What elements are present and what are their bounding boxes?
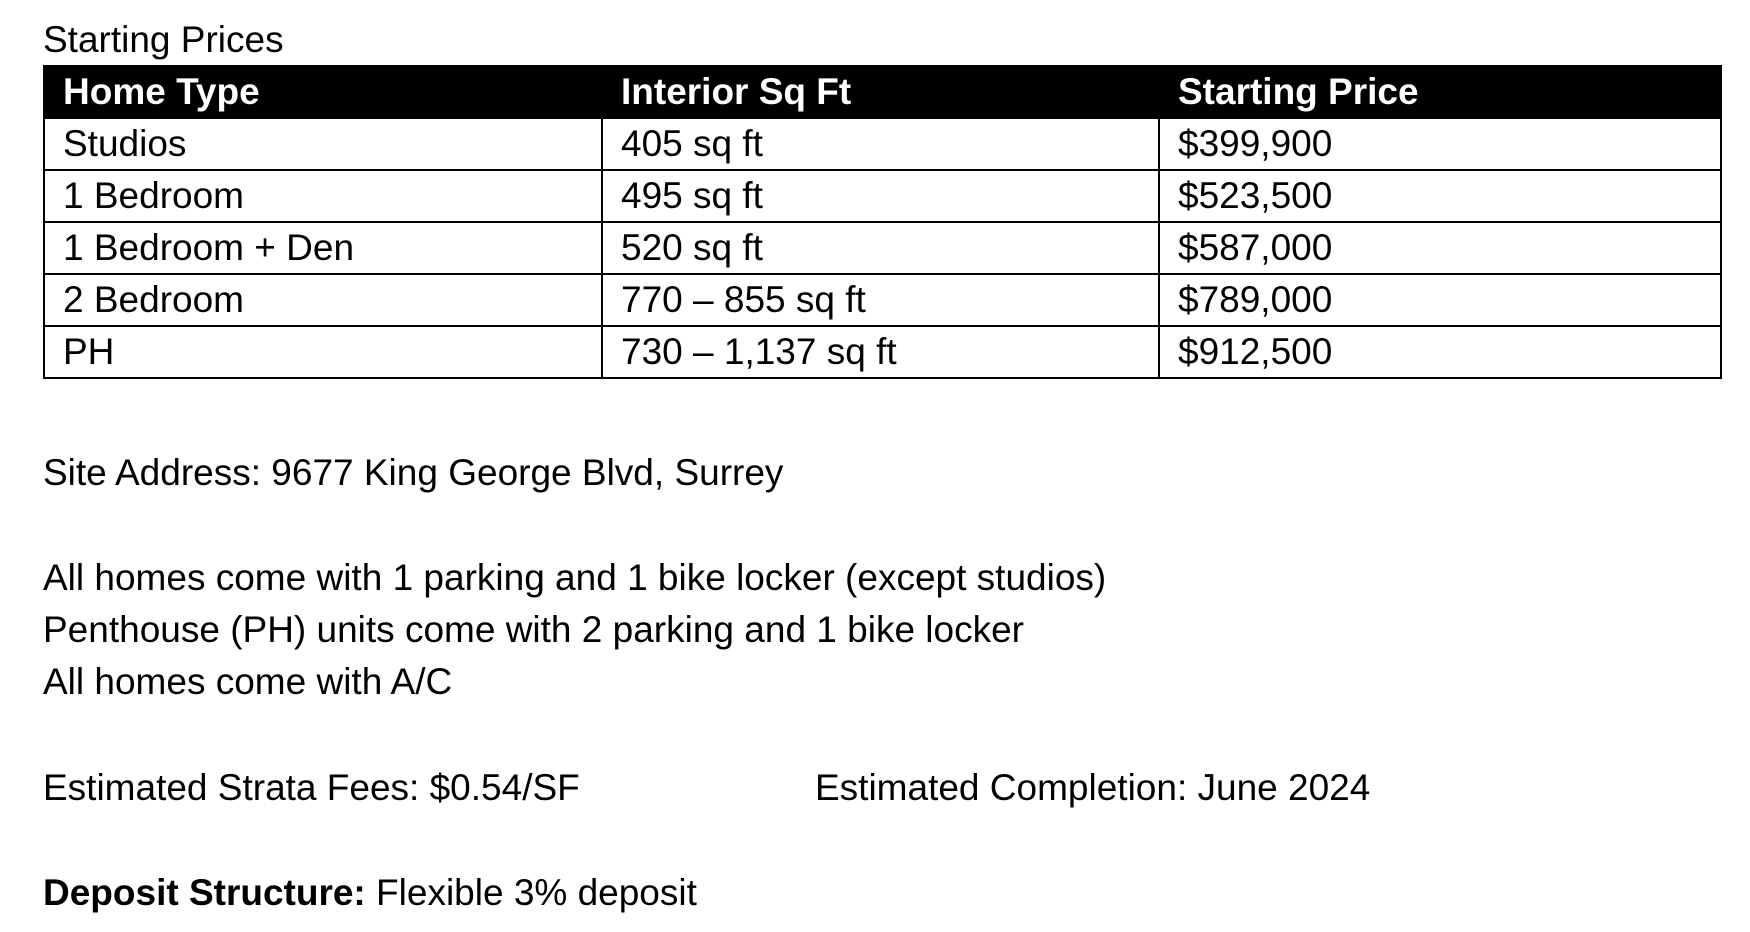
cell-home-type: 2 Bedroom [44,274,602,326]
header-starting-price: Starting Price [1159,66,1721,118]
cell-home-type: 1 Bedroom [44,170,602,222]
cell-interior-sq-ft: 495 sq ft [602,170,1159,222]
header-home-type: Home Type [44,66,602,118]
cell-interior-sq-ft: 770 – 855 sq ft [602,274,1159,326]
header-interior-sq-ft: Interior Sq Ft [602,66,1159,118]
cell-interior-sq-ft: 520 sq ft [602,222,1159,274]
table-caption: Starting Prices [43,19,284,60]
cell-starting-price: $523,500 [1159,170,1721,222]
site-address: Site Address: 9677 King George Blvd, Surrey [43,452,784,493]
feature-parking: All homes come with 1 parking and 1 bike locker (except studios) [43,557,1107,598]
cell-interior-sq-ft: 730 – 1,137 sq ft [602,326,1159,378]
deposit-value: Flexible 3% deposit [365,872,697,913]
starting-prices-table [43,65,1722,379]
cell-home-type: Studios [44,118,602,170]
table-row [44,274,1721,326]
cell-home-type: PH [44,326,602,378]
cell-starting-price: $399,900 [1159,118,1721,170]
table-row [44,222,1721,274]
feature-air-conditioning: All homes come with A/C [43,661,453,702]
estimated-completion: Estimated Completion: June 2024 [815,767,1371,808]
feature-penthouse-parking: Penthouse (PH) units come with 2 parking and 1 bike locker [43,609,1025,650]
cell-starting-price: $789,000 [1159,274,1721,326]
deposit-label: Deposit Structure: [43,872,366,913]
cell-starting-price: $587,000 [1159,222,1721,274]
cell-home-type: 1 Bedroom + Den [44,222,602,274]
cell-starting-price: $912,500 [1159,326,1721,378]
table-row [44,170,1721,222]
table-header-row [44,66,1721,118]
table-row [44,118,1721,170]
strata-fees: Estimated Strata Fees: $0.54/SF [43,767,580,808]
deposit-structure [43,871,697,915]
cell-interior-sq-ft: 405 sq ft [602,118,1159,170]
table-row [44,326,1721,378]
